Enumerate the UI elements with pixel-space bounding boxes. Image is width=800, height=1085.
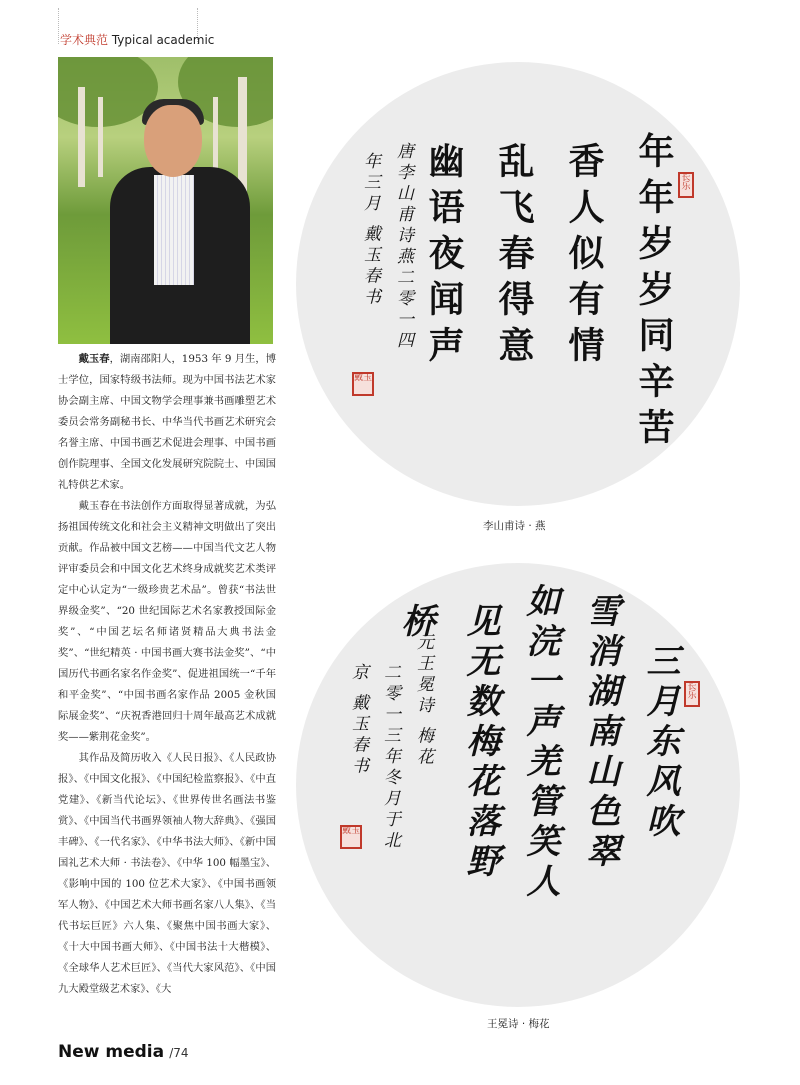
artwork-1-column-3: 乱飞春得意 [493, 142, 535, 372]
artwork-2-column-3: 如浣一声羌管笑人 [520, 583, 560, 903]
bio-paragraph-3: 其作品及简历收入《人民日报》、《人民政协报》、《中国文化报》、《中国纪检监察报》、《中直党建》、《新当代论坛》、《世界传世名画法书鉴赏》、《中国当代书画界领袖人物大辞典》、《强国丰碑》、《一代名家》、《中华书法大师》、《新中国国礼艺术大师 · 书法卷》、《中华 100 幅墨宝》、《影响中国的 100 位艺术大家》、《中国书画领军人物》、《中国艺术大师书画名家八人集》、《当代书坛巨匠》六人集、《聚焦中国书画大家》、《十大中国书画大师》、《中国书法十大楷模》、《全球华人艺术巨匠》、《当代大家风范》、《中国九大殿堂级艺术家》、《大 [58, 752, 276, 995]
portrait-photo [58, 57, 273, 344]
artwork-2-inscription-2: 二零一三年冬月于北 [380, 663, 400, 852]
artwork-1-inscription-1: 唐李山甫诗燕二零一四 [393, 142, 413, 352]
page-number: /74 [169, 1046, 189, 1060]
header-divider-left [58, 8, 59, 44]
artwork-2-inscription-3: 京 戴玉春书 [348, 663, 368, 778]
artwork-1-column-1: 年年岁岁同辛苦 [633, 132, 675, 454]
artwork-2-inscription-1: 元王冕诗 梅花 [413, 633, 433, 769]
artwork-2-column-2: 雪消湖南山色翠 [580, 593, 620, 873]
bio-paragraph-1: 戴玉春，湖南邵阳人，1953 年 9 月生，博士学位，国家特级书法师。现为中国书法艺术家协会副主席、中国文物学会理事兼书画雕塑艺术委员会常务副秘书长、中华当代书画艺术研究会名誉主席、中国书画艺术促进会理事、中国书画创作院理事、全国文化发展研究院院士、中国国礼特供艺术家。 [58, 353, 277, 491]
artwork-2-column-1: 三月东风吹 [640, 643, 680, 843]
biography [58, 349, 276, 1000]
artwork-2-column-4: 见无数梅花落野 [460, 603, 500, 883]
artwork-1-circle [296, 62, 740, 506]
bio-paragraph-2: 戴玉春在书法创作方面取得显著成就，为弘扬祖国传统文化和社会主义精神文明做出了突出贡献。作品被中国文艺榜——中国当代文艺人物评审委员会和中国文化艺术终身成就奖艺术类评定中心认定为“一级珍贵艺术品”。曾获“书法世界级金奖”、“20 世纪国际艺术名家教授国际金奖”、“中国艺坛名师诸贤精品大典书法金奖”、“世纪精英 · 中国书画大赛书法金奖”、“中国历代书画名家名作金奖”、促进祖国统一“千年和平金奖”、“中国书画名家作品 2005 金秋国际展金奖”、“庆祝香港回归十周年最高艺术成就奖——紫荆花金奖”。 [58, 500, 276, 743]
artwork-1-column-2: 香人似有情 [563, 142, 605, 372]
artwork-1-caption: 李山甫诗 · 燕 [483, 520, 546, 532]
page-footer [58, 1042, 189, 1062]
artwork-1-seal: 戴玉 [352, 372, 374, 396]
artist-name: 戴玉春 [78, 353, 110, 365]
artwork-1-seal-top: 长乐 [678, 172, 694, 198]
artwork-2-seal-top: 长乐 [684, 681, 700, 707]
artwork-2-circle [296, 563, 740, 1007]
artwork-1-column-4: 幽语夜闻声 [423, 142, 465, 372]
section-title-en: Typical academic [111, 33, 215, 47]
artwork-2-column-5: 桥 [395, 603, 435, 643]
section-header [60, 31, 214, 48]
magazine-brand: New media [58, 1042, 165, 1062]
artwork-1-inscription-2: 年三月 戴玉春书 [360, 152, 380, 309]
artwork-2-seal: 戴玉 [340, 825, 362, 849]
section-title-cn: 学术典范 [60, 33, 109, 47]
artwork-2-caption: 王冕诗 · 梅花 [487, 1018, 550, 1030]
